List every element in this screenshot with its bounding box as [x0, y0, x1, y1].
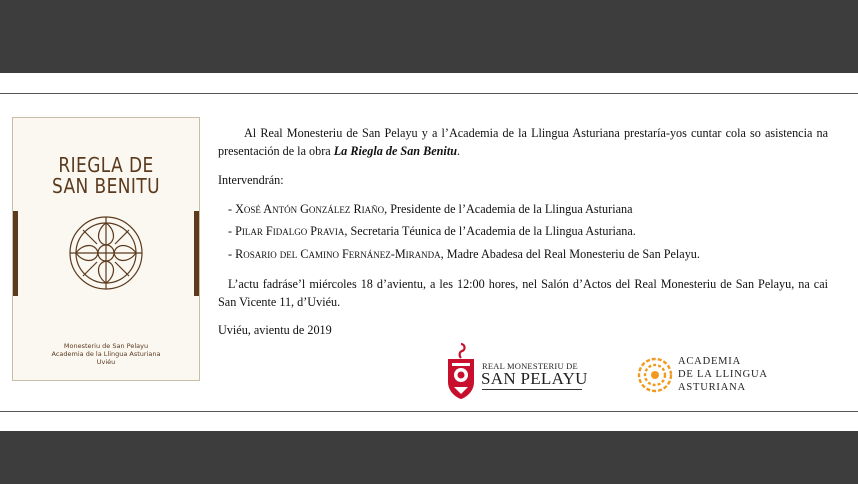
cover-publisher-line2: Academia de la Llingua Asturiana	[51, 350, 161, 358]
san-pelayu-logo	[444, 342, 590, 400]
speaker-name: Pilar Fidalgo Pravia	[235, 224, 345, 238]
cover-publisher-line1: Monesteriu de San Pelayu	[63, 342, 149, 350]
academia-line3: ASTURIANA	[678, 382, 746, 393]
san-pelayu-line2: SAN PELAYU	[481, 369, 588, 388]
event-details: L’actu fadráse’l miércoles 18 d’avientu, a les 12:00 hores, nel Salón d’Actos del Real Monesteriu de San Pelayu, na cai San Vicente 11, d’Uviéu.	[218, 277, 828, 309]
speaker-name: Rosario del Camino Fernánez-Miranda	[235, 247, 441, 261]
speaker-role: , Madre Abadesa del Real Monesteriu de San Pelayu.	[440, 247, 700, 261]
place-date: Uviéu, avientu de 2019	[218, 323, 332, 337]
sun-emblem-icon	[636, 356, 674, 394]
speaker-item: - Rosario del Camino Fernánez-Miranda, Madre Abadesa del Real Monesteriu de San Pelayu.	[228, 247, 700, 261]
speakers-heading: Intervendrán:	[218, 173, 284, 187]
book-title: La Riegla de San Benitu	[333, 144, 457, 158]
top-dark-band	[0, 0, 858, 73]
crest-icon	[444, 342, 478, 400]
cover-title-line2: SAN BENITU	[51, 174, 161, 198]
bottom-dark-band	[0, 431, 858, 484]
san-pelayu-line1: REAL MONESTERIU DE	[482, 361, 578, 371]
top-divider	[0, 93, 858, 94]
intro-paragraph	[218, 124, 828, 160]
intro-end: .	[456, 144, 461, 158]
cover-title-line1: RIEGLA DE	[58, 153, 154, 177]
cover-publisher-line3: Uviéu	[96, 358, 116, 366]
logo-underline	[482, 389, 582, 390]
bottom-divider	[0, 411, 858, 412]
cross-emblem-icon	[61, 208, 151, 298]
speaker-item: - Pilar Fidalgo Pravia, Secretaria Téunica de l’Academia de la Llingua Asturiana.	[228, 224, 636, 238]
book-cover	[12, 117, 200, 381]
intro-text: Al Real Monesteriu de San Pelayu y a l’Academia de la Llingua Asturiana prestaría-yos cuntar cola so asistencia na presentación de la obra	[218, 126, 828, 158]
academia-line2: DE LA LLINGUA	[678, 369, 768, 380]
academia-logo	[636, 356, 786, 396]
cover-left-band	[13, 211, 18, 296]
speaker-role: , Secretaria Téunica de l’Academia de la Llingua Asturiana.	[344, 224, 636, 238]
speaker-item: - Xosé Antón González Riaño, Presidente de l’Academia de la Llingua Asturiana	[228, 202, 633, 216]
speaker-name: Xosé Antón González Riaño	[235, 202, 385, 216]
speaker-role: , Presidente de l’Academia de la Llingua Asturiana	[384, 202, 633, 216]
academia-line1: ACADEMIA	[678, 356, 741, 367]
cover-right-band	[194, 211, 199, 296]
